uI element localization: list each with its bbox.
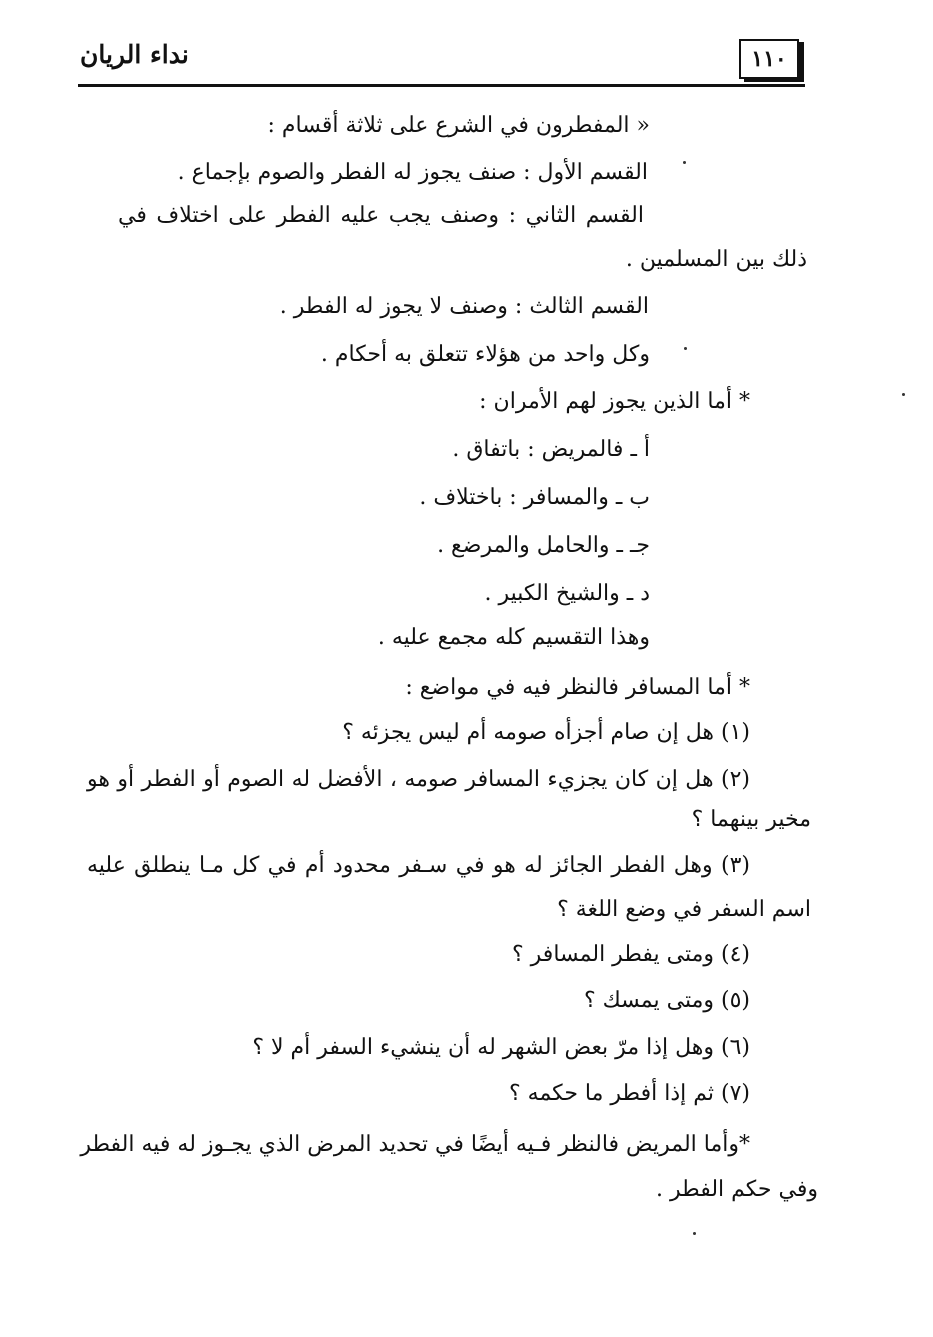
text-line: (٥) ومتى يمسك ؟ xyxy=(583,988,750,1013)
text-line: (٢) هل إن كان يجزيء المسافر صومه ، الأفضل له الصوم أو الفطر أو هو xyxy=(87,767,750,792)
page-number-box: ١١٠ xyxy=(739,39,799,79)
scan-speck xyxy=(683,161,686,164)
text-line: وهذا التقسيم كله مجمع عليه . xyxy=(377,625,650,650)
text-line: (٧) ثم إذا أفطر ما حكمه ؟ xyxy=(509,1081,750,1106)
text-line: القسم الثاني : وصنف يجب عليه الفطر على اختلاف في xyxy=(118,203,644,228)
text-line: ب ـ والمسافر : باختلاف . xyxy=(419,485,650,510)
header-rule xyxy=(78,84,805,87)
scan-speck xyxy=(902,393,905,396)
scan-speck xyxy=(684,347,687,350)
scan-speck xyxy=(693,1232,696,1235)
text-line: (٦) وهل إذا مرّ بعض الشهر له أن ينشيء السفر أم لا ؟ xyxy=(252,1035,750,1060)
text-line: القسم الأول : صنف يجوز له الفطر والصوم بإجماع . xyxy=(177,160,648,185)
text-line: (٣) وهل الفطر الجائز له هو في سـفر محدود أم في كل مـا ينطلق عليه xyxy=(87,853,750,878)
running-header-title: نداء الريان xyxy=(80,40,189,69)
text-line: * أما المسافر فالنظر فيه في مواضع : xyxy=(405,675,750,700)
text-line: (١) هل إن صام أجزأه صومه أم ليس يجزئه ؟ xyxy=(342,720,750,745)
text-line: « المفطرون في الشرع على ثلاثة أقسام : xyxy=(267,113,650,138)
text-line: *وأما المريض فالنظر فـيه أيضًا في تحديد المرض الذي يجـوز له فيه الفطر xyxy=(80,1132,750,1157)
text-line: أ ـ فالمريض : باتفاق . xyxy=(452,437,650,462)
text-line: * أما الذين يجوز لهم الأمران : xyxy=(479,389,750,414)
text-line: (٤) ومتى يفطر المسافر ؟ xyxy=(512,942,750,967)
text-line: مخير بينهما ؟ xyxy=(691,807,811,832)
text-line: جـ ـ والحامل والمرضع . xyxy=(437,533,650,558)
text-line: وفي حكم الفطر . xyxy=(656,1177,818,1202)
text-line: ذلك بين المسلمين . xyxy=(625,247,807,272)
text-line: د ـ والشيخ الكبير . xyxy=(484,581,650,606)
text-line: وكل واحد من هؤلاء تتعلق به أحكام . xyxy=(320,342,650,367)
text-line: اسم السفر في وضع اللغة ؟ xyxy=(557,897,811,922)
text-line: القسم الثالث : وصنف لا يجوز له الفطر . xyxy=(279,294,649,319)
